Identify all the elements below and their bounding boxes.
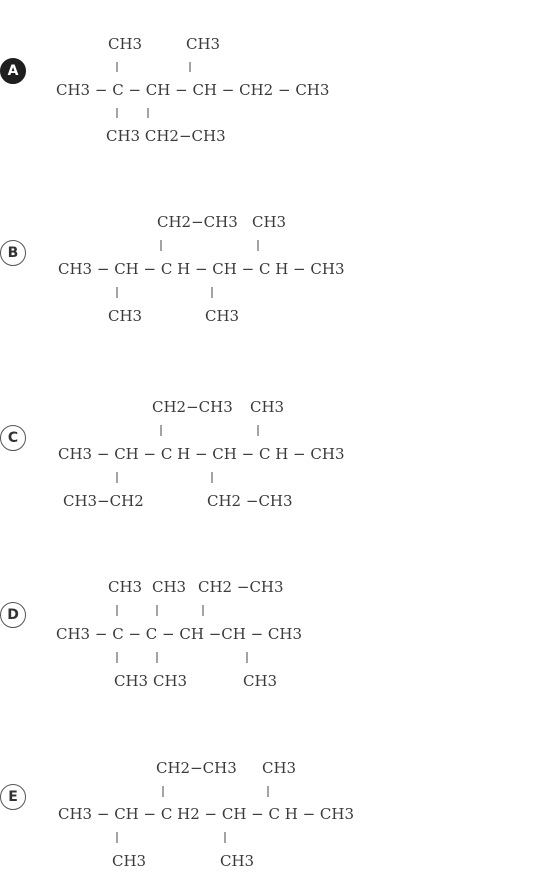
option-a-formula <box>0 20 543 160</box>
option-c-formula <box>0 380 543 530</box>
formula-text: CH3 <box>220 852 255 870</box>
option-b-formula <box>0 195 543 345</box>
option-e-formula <box>0 740 543 890</box>
formula-text: CH3 <box>153 672 188 690</box>
formula-text: CH3 <box>112 852 147 870</box>
formula-text: CH3 <box>243 672 278 690</box>
option-b-badge[interactable]: B <box>0 240 26 266</box>
formula-text: CH3 <box>114 672 149 690</box>
formula-text: CH3 − C − C − CH −CH − CH3 <box>56 625 303 643</box>
formula-text: CH3 <box>252 213 287 231</box>
formula-text: CH3 CH2−CH3 <box>106 127 226 145</box>
formula-text: CH3 <box>108 35 143 53</box>
formula-text: CH3 <box>186 35 221 53</box>
formula-text: CH2−CH3 <box>157 213 238 231</box>
option-d-formula <box>0 560 543 710</box>
formula-text: CH2 −CH3 <box>198 578 284 596</box>
formula-text: CH2−CH3 <box>152 398 233 416</box>
formula-text: CH3 <box>152 578 187 596</box>
option-d-badge[interactable]: D <box>0 602 26 628</box>
formula-text: CH3 <box>250 398 285 416</box>
formula-text: CH3 <box>262 759 297 777</box>
formula-text: CH2−CH3 <box>156 759 237 777</box>
option-e[interactable] <box>0 740 543 890</box>
option-c[interactable] <box>0 380 543 530</box>
option-c-badge[interactable]: C <box>0 425 26 451</box>
formula-text: CH2 −CH3 <box>207 492 293 510</box>
formula-text: CH3 − CH − C H2 − CH − C H − CH3 <box>58 805 355 823</box>
formula-text: CH3−CH2 <box>63 492 144 510</box>
option-a[interactable] <box>0 20 543 160</box>
option-a-badge[interactable]: A <box>0 58 26 84</box>
formula-text: CH3 − CH − C H − CH − C H − CH3 <box>58 445 345 463</box>
formula-text: CH3 <box>108 307 143 325</box>
option-b[interactable] <box>0 195 543 345</box>
formula-text: CH3 − C − CH − CH − CH2 − CH3 <box>56 81 330 99</box>
formula-text: CH3 − CH − C H − CH − C H − CH3 <box>58 260 345 278</box>
formula-text: CH3 <box>108 578 143 596</box>
option-e-badge[interactable]: E <box>0 784 26 810</box>
option-d[interactable] <box>0 560 543 710</box>
formula-text: CH3 <box>205 307 240 325</box>
